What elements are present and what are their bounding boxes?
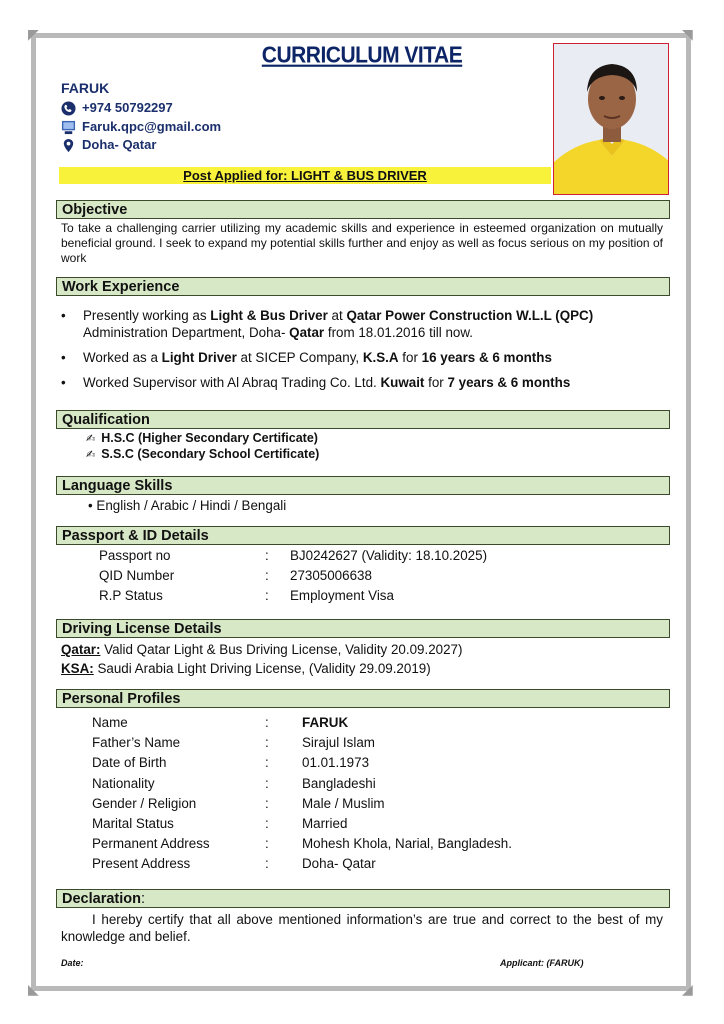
detail-value: Doha- Qatar <box>302 856 376 871</box>
section-header-language-skills: Language Skills <box>56 476 670 495</box>
colon: : <box>265 776 269 791</box>
page-title: CURRICULUM VITAE <box>261 43 463 68</box>
list-item: • Worked as a Light Driver at SICEP Company, K.S.A for 16 years & 6 months <box>61 350 552 365</box>
detail-value: Bangladeshi <box>302 776 376 791</box>
location-text: Doha- Qatar <box>82 137 157 152</box>
email-line <box>61 119 221 135</box>
phone-number: +974 50792297 <box>82 100 173 115</box>
pen-icon: ✍ <box>86 432 96 445</box>
profile-photo <box>553 43 669 195</box>
objective-text: To take a challenging carrier utilizing my academic skills and experience in esteemed organization on mutually beneficial ground. I seek to expand my potential skills further and enjoy as well as focus serious on my position of work <box>61 221 663 265</box>
detail-label: Marital Status <box>92 816 174 831</box>
detail-value: BJ0242627 (Validity: 18.10.2025) <box>290 548 488 563</box>
date-label: Date: <box>61 958 84 968</box>
section-header-personal-profiles: Personal Profiles <box>56 689 670 708</box>
language-list: • English / Arabic / Hindi / Bengali <box>88 498 287 513</box>
colon: : <box>265 568 269 583</box>
detail-label: Nationality <box>92 776 155 791</box>
section-header-work-experience: Work Experience <box>56 277 670 296</box>
detail-value: 27305006638 <box>290 568 372 583</box>
detail-label: Name <box>92 715 128 730</box>
colon: : <box>265 755 269 770</box>
phone-icon <box>61 101 76 116</box>
detail-value: Married <box>302 816 348 831</box>
colon: : <box>265 548 269 563</box>
colon: : <box>265 796 269 811</box>
colon: : <box>265 836 269 851</box>
email-address[interactable]: Faruk.qpc@gmail.com <box>82 119 222 134</box>
pen-icon: ✍ <box>86 448 96 461</box>
section-header-qualification: Qualification <box>56 410 670 429</box>
detail-value: 01.01.1973 <box>302 755 370 770</box>
detail-label: R.P Status <box>99 588 163 603</box>
detail-label: QID Number <box>99 568 175 583</box>
colon: : <box>265 735 269 750</box>
detail-value: Sirajul Islam <box>302 735 375 750</box>
detail-label: Present Address <box>92 856 191 871</box>
corner-ornament-icon: ◣ <box>28 982 39 998</box>
detail-label: Gender / Religion <box>92 796 197 811</box>
section-header-driving-license: Driving License Details <box>56 619 670 638</box>
declaration-text: I hereby certify that all above mentioned information’s are true and correct to the best of my knowledge and belief. <box>61 912 663 944</box>
colon: : <box>265 588 269 603</box>
colon: : <box>265 715 269 730</box>
section-header-objective: Objective <box>56 200 670 219</box>
detail-label: Passport no <box>99 548 171 563</box>
detail-value: Employment Visa <box>290 588 394 603</box>
corner-ornament-icon: ◤ <box>28 27 39 43</box>
corner-ornament-icon: ◢ <box>682 982 693 998</box>
list-item: • Presently working as Light & Bus Driver at Qatar Power Construction W.L.L (QPC) Administration Department, Doha- Qatar from 18.01.2016 till now. <box>61 308 594 340</box>
location-line <box>61 137 156 153</box>
computer-icon <box>61 120 76 135</box>
detail-value: Male / Muslim <box>302 796 385 811</box>
applicant-name: FARUK <box>61 80 110 96</box>
post-applied-banner: Post Applied for: LIGHT & BUS DRIVER <box>59 167 551 184</box>
detail-label: Date of Birth <box>92 755 167 770</box>
location-pin-icon <box>61 138 76 153</box>
detail-value: Mohesh Khola, Narial, Bangladesh. <box>302 836 512 851</box>
license-line: Qatar: Valid Qatar Light & Bus Driving License, Validity 20.09.2027) <box>61 642 463 657</box>
detail-value: FARUK <box>302 715 349 730</box>
detail-label: Father’s Name <box>92 735 181 750</box>
colon: : <box>265 856 269 871</box>
list-item: • Worked Supervisor with Al Abraq Trading Co. Ltd. Kuwait for 7 years & 6 months <box>61 375 571 390</box>
section-header-passport-id: Passport & ID Details <box>56 526 670 545</box>
section-header-declaration: Declaration: <box>56 889 670 908</box>
corner-ornament-icon: ◥ <box>682 27 693 43</box>
list-item: ✍ H.S.C (Higher Secondary Certificate) <box>86 431 318 445</box>
phone-line <box>61 100 173 116</box>
colon: : <box>265 816 269 831</box>
applicant-signature-label: Applicant: (FARUK) <box>500 958 584 968</box>
detail-label: Permanent Address <box>92 836 210 851</box>
license-line: KSA: Saudi Arabia Light Driving License, (Validity 29.09.2019) <box>61 661 431 676</box>
list-item: ✍ S.S.C (Secondary School Certificate) <box>86 447 320 461</box>
